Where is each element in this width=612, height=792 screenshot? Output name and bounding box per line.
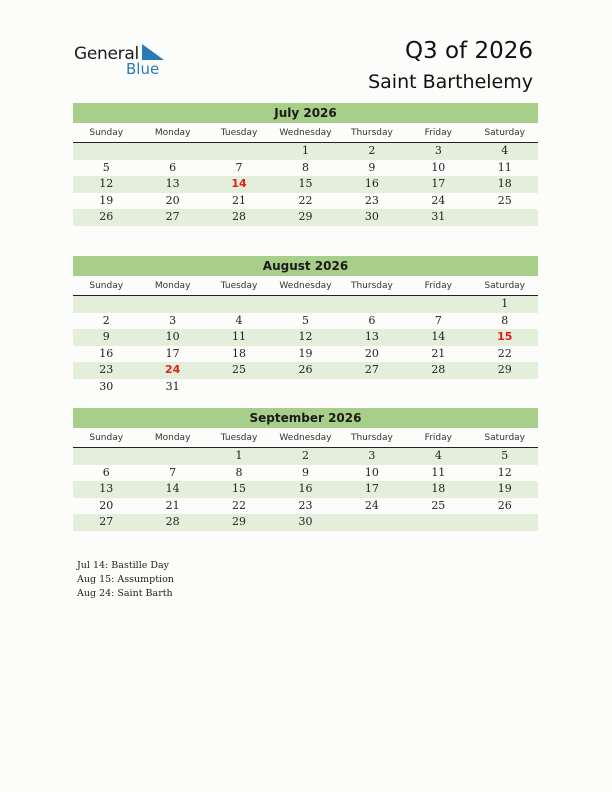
day-cell: 29 [298, 210, 313, 223]
weekday-label: Friday [424, 281, 452, 291]
page-title: Q3 of 2026 [404, 38, 533, 64]
weekday-label: Wednesday [279, 433, 332, 443]
day-cell: 28 [431, 363, 446, 376]
day-cell: 6 [102, 465, 110, 479]
day-cell: 19 [497, 482, 512, 495]
week-row [73, 362, 538, 379]
day-cell [139, 448, 205, 465]
day-cell: 17 [431, 177, 446, 190]
day-cell: 14 [431, 330, 446, 343]
holiday-note: Aug 15: Assumption [77, 574, 174, 585]
weekday-label: Thursday [350, 433, 393, 443]
day-cell: 4 [501, 144, 509, 157]
day-cell: 30 [364, 210, 379, 223]
week-row [73, 448, 538, 465]
weekday-label: Monday [154, 128, 191, 138]
day-cell: 10 [165, 330, 180, 343]
day-cell: 19 [298, 346, 313, 360]
day-cell: 25 [497, 193, 512, 207]
day-cell: 11 [232, 330, 247, 343]
month-title: July 2026 [73, 103, 538, 123]
day-cell [472, 514, 538, 531]
week-row [73, 296, 538, 313]
weekday-label: Monday [154, 433, 191, 443]
day-cell [206, 379, 272, 396]
weekday-label: Sunday [89, 281, 124, 291]
day-cell: 28 [232, 210, 247, 223]
day-cell: 23 [364, 193, 379, 207]
weekday-label: Monday [154, 281, 191, 291]
holiday-notes [77, 559, 174, 601]
week-row [73, 160, 538, 177]
day-cell: 20 [165, 193, 180, 207]
logo-text-general: General [74, 44, 139, 64]
day-cell [206, 143, 272, 160]
day-cell: 26 [497, 498, 512, 512]
day-cell: 5 [102, 160, 110, 174]
day-cell: 31 [165, 379, 180, 393]
week-row [73, 143, 538, 160]
day-cell: 24 [364, 498, 379, 512]
day-cell [139, 143, 205, 160]
day-cell: 30 [99, 379, 114, 393]
day-cell: 18 [497, 177, 512, 190]
flag-icon [142, 44, 164, 60]
day-cell: 4 [434, 449, 442, 462]
day-cell: 20 [99, 498, 114, 512]
weekday-label: Sunday [89, 433, 124, 443]
day-cell: 29 [232, 515, 247, 528]
day-cell: 13 [99, 482, 114, 495]
week-row [73, 346, 538, 363]
day-cell: 4 [235, 313, 243, 327]
day-cell [73, 143, 139, 160]
day-cell: 14 [165, 482, 180, 495]
day-cell: 16 [99, 346, 114, 360]
day-cell: 2 [368, 144, 376, 157]
week-row [73, 379, 538, 396]
weekday-label: Saturday [484, 433, 526, 443]
month-title: September 2026 [73, 408, 538, 428]
holiday-note: Aug 24: Saint Barth [77, 588, 173, 599]
day-cell [272, 379, 338, 396]
day-cell: 15 [298, 177, 313, 190]
week-row [73, 193, 538, 210]
day-cell: 17 [364, 482, 379, 495]
weekday-label: Saturday [484, 281, 526, 291]
day-cell [405, 379, 471, 396]
day-cell: 18 [431, 482, 446, 495]
day-cell: 12 [497, 465, 512, 479]
week-row [73, 481, 538, 498]
day-cell: 5 [501, 449, 509, 462]
week-row [73, 514, 538, 531]
week-row [73, 176, 538, 193]
day-cell: 18 [232, 346, 247, 360]
weekday-header-row [73, 431, 538, 448]
day-cell [73, 296, 139, 313]
weekday-label: Wednesday [279, 128, 332, 138]
day-cell: 10 [364, 465, 379, 479]
weekday-header-row [73, 126, 538, 143]
day-cell: 8 [501, 313, 509, 327]
day-cell: 17 [165, 346, 180, 360]
month-title: August 2026 [73, 256, 538, 276]
day-cell: 16 [298, 482, 313, 495]
day-cell: 13 [364, 330, 379, 343]
day-cell: 6 [368, 313, 376, 327]
month-july [73, 103, 538, 226]
holiday-day-cell: 14 [231, 177, 247, 190]
week-row [73, 498, 538, 515]
weekday-label: Tuesday [220, 128, 258, 138]
day-cell: 8 [301, 160, 309, 174]
weekday-header-row [73, 279, 538, 296]
day-cell: 6 [169, 160, 177, 174]
day-cell: 27 [364, 363, 379, 376]
day-cell: 1 [235, 449, 243, 462]
day-cell: 8 [235, 465, 243, 479]
week-row [73, 209, 538, 226]
day-cell: 2 [102, 313, 110, 327]
day-cell: 7 [434, 313, 442, 327]
day-cell: 23 [298, 498, 313, 512]
day-cell: 9 [102, 330, 110, 343]
day-cell: 27 [165, 210, 180, 223]
day-cell: 21 [431, 346, 446, 360]
weekday-label: Friday [424, 433, 452, 443]
day-cell: 10 [431, 160, 446, 174]
day-cell [139, 296, 205, 313]
weekday-label: Sunday [89, 128, 124, 138]
weekday-label: Tuesday [220, 433, 258, 443]
holiday-day-cell: 24 [164, 363, 181, 376]
day-cell: 7 [235, 160, 243, 174]
day-cell [472, 209, 538, 226]
day-cell: 12 [298, 330, 313, 343]
day-cell: 22 [298, 193, 313, 207]
day-cell: 9 [301, 465, 309, 479]
day-cell: 9 [368, 160, 376, 174]
week-row [73, 465, 538, 482]
day-cell: 30 [298, 515, 313, 528]
week-row [73, 329, 538, 346]
weekday-label: Saturday [484, 128, 526, 138]
logo [74, 44, 174, 78]
day-cell: 3 [434, 144, 442, 157]
weekday-label: Wednesday [279, 281, 332, 291]
day-cell: 21 [232, 193, 247, 207]
day-cell: 3 [169, 313, 177, 327]
day-cell: 25 [431, 498, 446, 512]
day-cell: 3 [368, 449, 376, 462]
day-cell: 5 [301, 313, 309, 327]
day-cell: 19 [99, 193, 114, 207]
day-cell: 15 [232, 482, 247, 495]
day-cell: 2 [301, 449, 309, 462]
page-subtitle: Saint Barthelemy [368, 71, 533, 93]
weekday-label: Tuesday [220, 281, 258, 291]
holiday-day-cell: 15 [497, 330, 513, 343]
weekday-label: Friday [424, 128, 452, 138]
day-cell: 1 [301, 144, 309, 157]
day-cell: 31 [431, 210, 446, 223]
day-cell [405, 514, 471, 531]
weekday-label: Thursday [350, 281, 393, 291]
day-cell: 11 [497, 160, 512, 174]
day-cell: 23 [99, 363, 114, 376]
day-cell [472, 379, 538, 396]
day-cell: 12 [99, 177, 114, 190]
day-cell: 22 [497, 346, 512, 360]
day-cell [405, 296, 471, 313]
day-cell: 26 [99, 210, 114, 223]
month-september [73, 408, 538, 531]
day-cell [339, 379, 405, 396]
day-cell: 24 [431, 193, 446, 207]
day-cell [339, 296, 405, 313]
day-cell: 28 [165, 515, 180, 528]
weekday-label: Thursday [350, 128, 393, 138]
month-august [73, 256, 538, 395]
day-cell: 26 [298, 363, 313, 376]
day-cell [73, 448, 139, 465]
day-cell: 16 [364, 177, 379, 190]
week-row [73, 313, 538, 330]
day-cell: 11 [431, 465, 446, 479]
day-cell: 25 [232, 363, 247, 376]
day-cell: 27 [99, 515, 114, 528]
day-cell: 7 [169, 465, 177, 479]
day-cell: 20 [364, 346, 379, 360]
day-cell: 21 [165, 498, 180, 512]
logo-text-blue: Blue [126, 60, 160, 78]
day-cell [339, 514, 405, 531]
day-cell: 22 [232, 498, 247, 512]
day-cell: 13 [165, 177, 180, 190]
day-cell: 1 [501, 297, 509, 310]
holiday-note: Jul 14: Bastille Day [77, 560, 170, 571]
day-cell: 29 [497, 363, 512, 376]
day-cell [206, 296, 272, 313]
day-cell [272, 296, 338, 313]
